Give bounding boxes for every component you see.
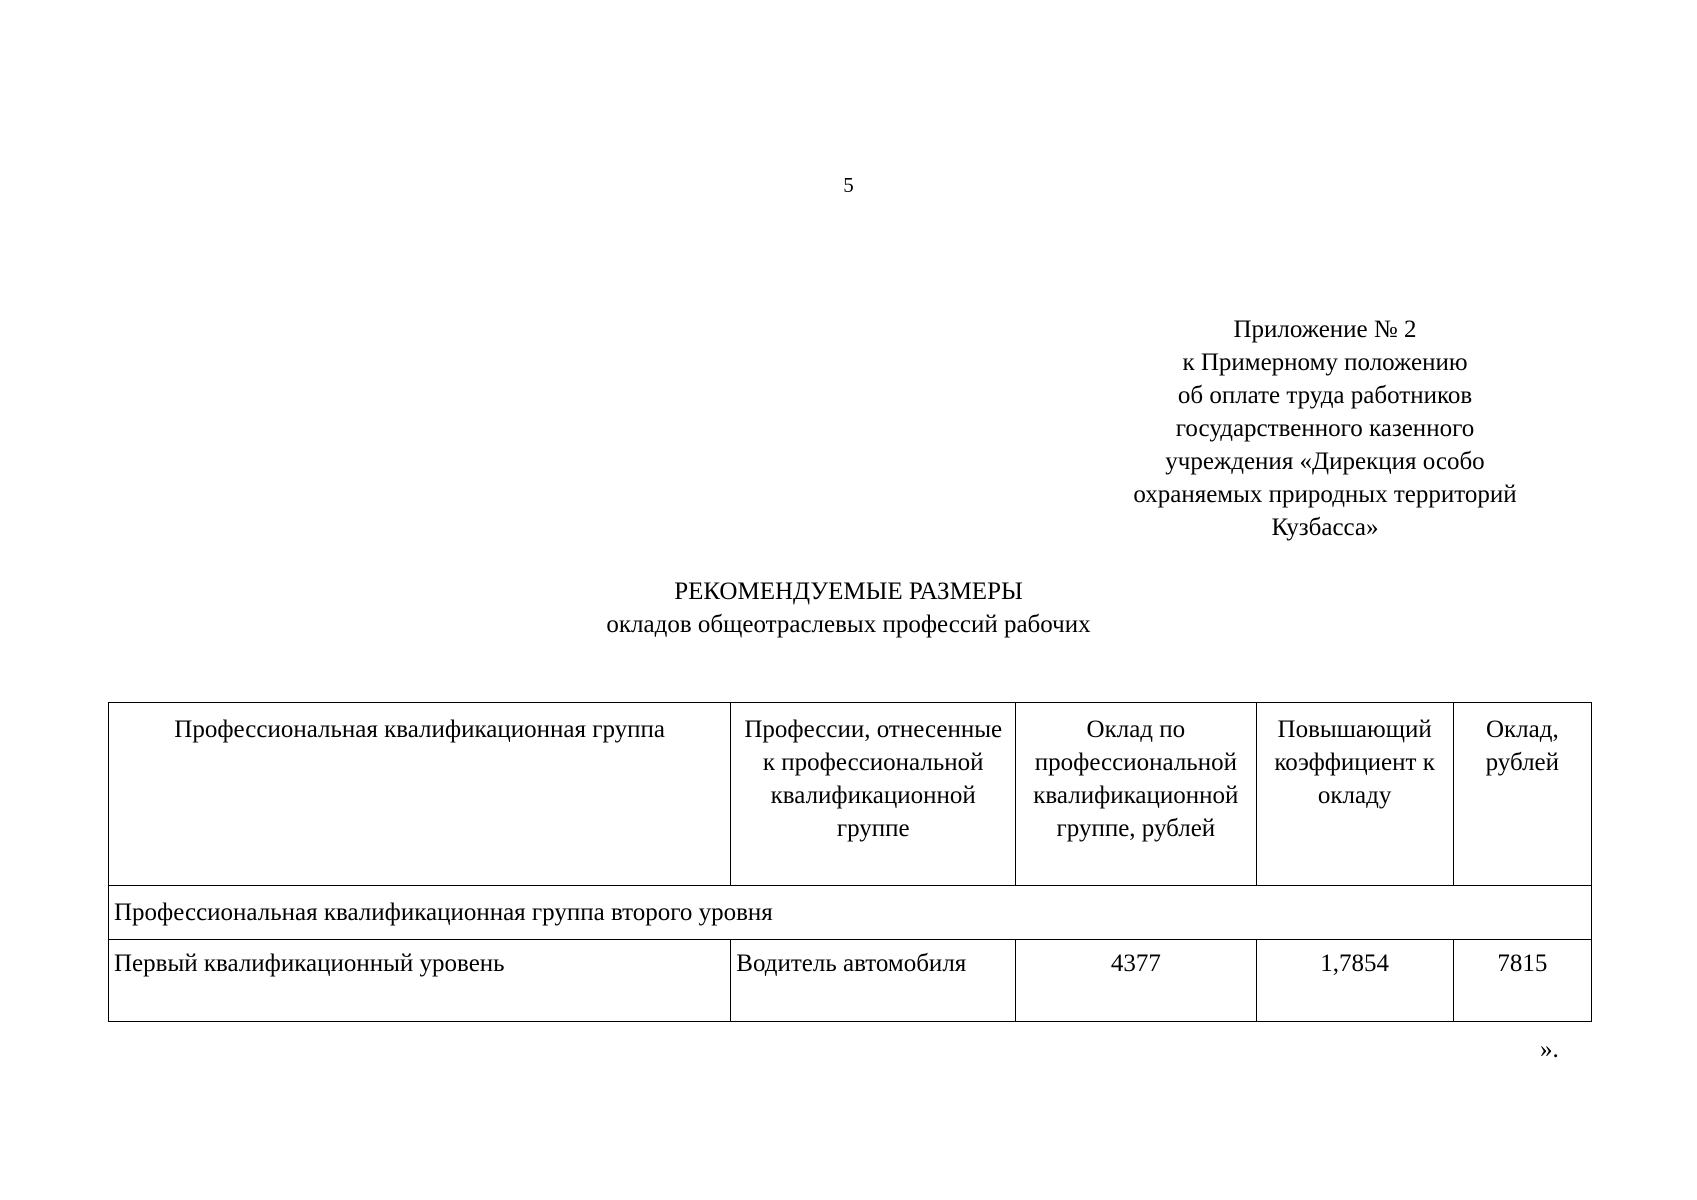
title-heading: РЕКОМЕНДУЕМЫЕ РАЗМЕРЫ [674, 578, 1023, 605]
title-subheading: окладов общеотраслевых профессий рабочих [606, 611, 1091, 638]
group-row [109, 886, 1592, 940]
cell-level: Первый квалификационный уровень [109, 940, 731, 1022]
table-header-row [109, 703, 1592, 886]
table-row [109, 940, 1592, 1022]
appendix-line: Кузбасса» [1271, 514, 1379, 541]
closing-quote-mark: ». [1540, 1036, 1559, 1063]
appendix-line: об оплате труда работников [1177, 382, 1473, 409]
appendix-line: Приложение № 2 [1233, 316, 1417, 343]
appendix-line: к Примерному положению [1182, 349, 1468, 376]
group-title: Профессиональная квалификационная группа второго уровня [109, 886, 1592, 940]
appendix-reference [1090, 313, 1560, 544]
document-title [0, 575, 1697, 641]
cell-profession: Водитель автомобиля [731, 940, 1016, 1022]
page-number: 5 [843, 173, 854, 197]
header-coefficient: Повышающий коэффициент к окладу [1256, 703, 1453, 886]
header-salary: Оклад, рублей [1453, 703, 1591, 886]
header-group-salary: Оклад по профессиональной квалификационной группе, рублей [1016, 703, 1256, 886]
header-qualification-group: Профессиональная квалификационная группа [109, 703, 731, 886]
appendix-line: охраняемых природных территорий [1133, 481, 1517, 508]
cell-base-salary: 4377 [1016, 940, 1256, 1022]
appendix-line: учреждения «Дирекция особо [1165, 448, 1485, 475]
appendix-line: государственного казенного [1175, 415, 1475, 442]
header-professions: Профессии, отнесенные к профессиональной квалификационной группе [731, 703, 1016, 886]
cell-coefficient: 1,7854 [1256, 940, 1453, 1022]
cell-salary: 7815 [1453, 940, 1591, 1022]
salary-table [108, 702, 1592, 1022]
